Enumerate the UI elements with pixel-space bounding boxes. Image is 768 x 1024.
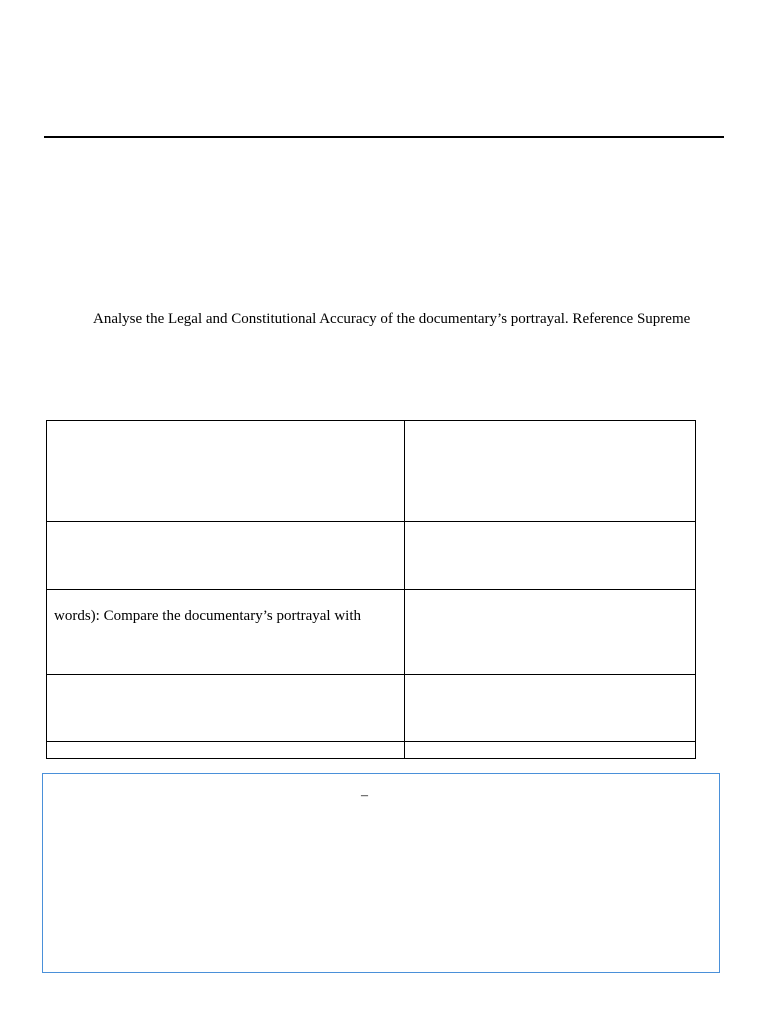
horizontal-rule: [44, 136, 724, 138]
notes-box: [42, 773, 720, 973]
table-row-divider: [47, 741, 695, 742]
table-row-divider: [47, 674, 695, 675]
answer-table: [46, 420, 696, 759]
table-cell-text: words): Compare the documentary’s portrayal with: [54, 608, 362, 624]
instruction-text: Analyse the Legal and Constitutional Accuracy of the documentary’s portrayal. Reference Supreme: [93, 311, 691, 327]
box-dash: –: [361, 788, 368, 803]
table-row-divider: [47, 589, 695, 590]
table-row-divider: [47, 521, 695, 522]
